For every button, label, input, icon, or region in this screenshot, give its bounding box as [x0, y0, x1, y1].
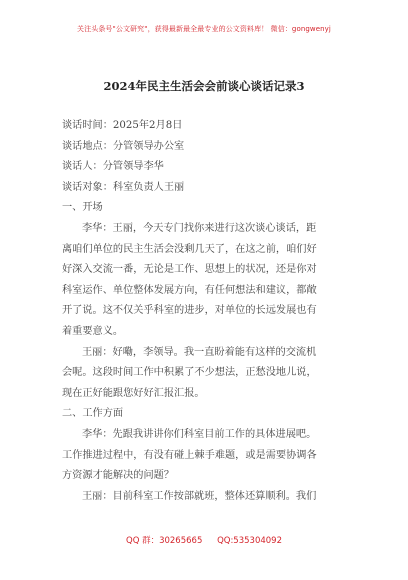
section-heading-opening: 一、开场 [62, 202, 103, 214]
document-title: 2024年民主生活会会前谈心谈话记录3 [103, 79, 305, 93]
meta-place: 谈话地点：分管领导办公室 [62, 140, 185, 152]
paragraph-line: 离咱们单位的民主生活会没剩几天了，在这之前，咱们好 [62, 243, 317, 255]
paragraph-line: 李华：先跟我讲讲你们科室目前工作的具体进展吧。 [82, 428, 317, 440]
paragraph-line: 好深入交流一番，无论是工作、思想上的状况，还是你对 [62, 264, 317, 276]
meta-interviewee: 谈话对象：科室负责人王丽 [62, 181, 185, 193]
paragraph-wang-li-reply [62, 343, 348, 405]
section-heading-work: 二、工作方面 [62, 408, 124, 420]
footer-contact [0, 534, 408, 546]
paragraph-line: 方资源才能解决的问题？ [62, 470, 175, 482]
paragraph-line: 王丽：目前科室工作按部就班，整体还算顺利。我们 [82, 490, 317, 502]
meta-time: 谈话时间：2025年2月8日 [62, 120, 183, 131]
header-note: 关注头条号"公文研究"，获得最新最全最专业的公文资料库！ 微信：gongwenyj [77, 25, 331, 33]
footer-qq-group: QQ 群：30265665 [126, 536, 203, 546]
meta-interviewer: 谈话人：分管领导李华 [62, 161, 164, 173]
paragraph-li-hua-opening [62, 219, 348, 343]
paragraph-line: 着重要意义。 [62, 325, 124, 337]
paragraph-line: 工作推进过程中，有没有碰上棘手难题，或是需要协调各 [62, 449, 317, 461]
footer-qq: QQ:535304092 [217, 536, 282, 546]
paragraph-line: 开了说。这不仅关乎科室的进步，对单位的长远发展也有 [62, 305, 317, 317]
paragraph-line: 科室运作、单位整体发展方向，有任何想法和建议，都敞 [62, 284, 317, 296]
paragraph-line: 李华：王丽，今天专门找你来进行这次谈心谈话，距 [82, 222, 317, 234]
paragraph-li-hua-work [62, 425, 348, 487]
document-body [62, 116, 348, 507]
paragraph-line: 现在正好能跟您好好汇报汇报。 [62, 387, 205, 399]
paragraph-wang-li-work [62, 487, 348, 508]
paragraph-line: 王丽：好嘞，李领导。我一直盼着能有这样的交流机 [82, 346, 317, 358]
paragraph-line: 会呢。这段时间工作中积累了不少想法，正愁没地儿说， [62, 367, 317, 379]
